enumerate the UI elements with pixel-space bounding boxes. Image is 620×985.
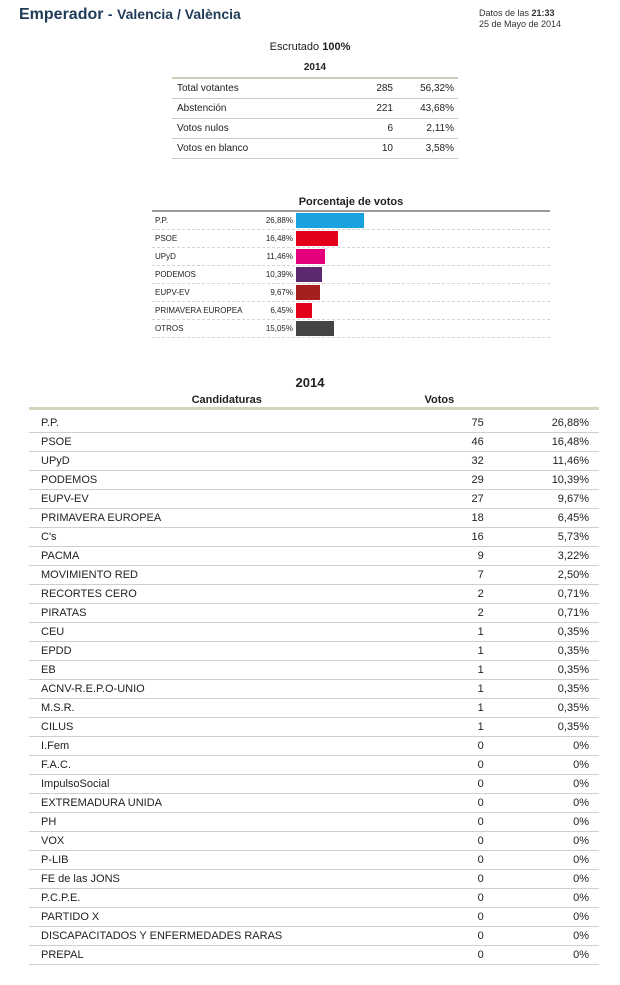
bar-category-label: PODEMOS [155, 270, 196, 279]
summary-count: 285 [353, 78, 399, 99]
table-row [29, 718, 599, 737]
party-pct: 26,88% [500, 409, 599, 433]
party-votes: 18 [425, 509, 500, 528]
party-pct: 0% [500, 813, 599, 832]
party-name: PIRATAS [29, 604, 425, 623]
bar-value-label: 11,46% [266, 252, 293, 261]
party-votes: 1 [425, 680, 500, 699]
table-row [29, 509, 599, 528]
bar-value-label: 9,67% [270, 288, 293, 297]
party-pct: 11,46% [500, 452, 599, 471]
party-name: PREPAL [29, 946, 425, 965]
party-name: PACMA [29, 547, 425, 566]
summary-pct: 2,11% [399, 119, 458, 139]
results-year: 2014 [295, 375, 325, 390]
bar-category-label: P.P. [155, 216, 169, 225]
party-votes: 2 [425, 604, 500, 623]
summary-pct: 56,32% [399, 78, 458, 99]
party-pct: 0,35% [500, 661, 599, 680]
party-name: CILUS [29, 718, 425, 737]
party-pct: 0% [500, 775, 599, 794]
bar-value-label: 15,05% [265, 324, 293, 333]
party-votes: 1 [425, 699, 500, 718]
table-row [29, 409, 599, 433]
data-prefix: Datos de las [479, 8, 530, 18]
party-votes: 0 [425, 889, 500, 908]
table-row [29, 699, 599, 718]
party-name: EB [29, 661, 425, 680]
chart-title: Porcentaje de votos [152, 196, 550, 212]
party-pct: 10,39% [500, 471, 599, 490]
table-row [29, 889, 599, 908]
summary-count: 221 [353, 99, 399, 119]
party-pct: 2,50% [500, 566, 599, 585]
party-votes: 29 [425, 471, 500, 490]
party-pct: 0% [500, 889, 599, 908]
party-votes: 0 [425, 946, 500, 965]
party-votes: 0 [425, 908, 500, 927]
party-votes: 7 [425, 566, 500, 585]
table-row [29, 490, 599, 509]
bar-category-label: OTROS [155, 324, 184, 333]
party-pct: 0,35% [500, 699, 599, 718]
data-timestamp [479, 8, 561, 30]
bar-value-label: 26,88% [265, 216, 293, 225]
escrutado-label: Escrutado [269, 41, 320, 53]
party-votes: 0 [425, 775, 500, 794]
summary-count: 10 [353, 139, 399, 159]
party-name: RECORTES CERO [29, 585, 425, 604]
party-name: PRIMAVERA EUROPEA [29, 509, 425, 528]
party-name: F.A.C. [29, 756, 425, 775]
table-row [29, 680, 599, 699]
summary-pct: 43,68% [399, 99, 458, 119]
summary-year: 2014 [172, 62, 458, 78]
table-row [29, 585, 599, 604]
party-name: PARTIDO X [29, 908, 425, 927]
party-pct: 0% [500, 851, 599, 870]
party-pct: 0% [500, 908, 599, 927]
party-name: EPDD [29, 642, 425, 661]
bar [296, 231, 338, 246]
party-name: EUPV-EV [29, 490, 425, 509]
province-name: Valencia / València [117, 6, 241, 22]
bar-category-label: UPyD [155, 252, 176, 261]
party-votes: 0 [425, 832, 500, 851]
party-votes: 75 [425, 409, 500, 433]
table-row [29, 851, 599, 870]
party-votes: 27 [425, 490, 500, 509]
summary-pct: 3,58% [399, 139, 458, 159]
summary-row [172, 78, 458, 99]
party-pct: 3,22% [500, 547, 599, 566]
party-votes: 0 [425, 927, 500, 946]
party-votes: 0 [425, 756, 500, 775]
table-row [29, 528, 599, 547]
bar [296, 285, 320, 300]
party-votes: 1 [425, 623, 500, 642]
party-pct: 16,48% [500, 433, 599, 452]
table-row [29, 870, 599, 889]
chart-row [152, 248, 550, 266]
table-row [29, 832, 599, 851]
chart-row [152, 230, 550, 248]
party-name: PSOE [29, 433, 425, 452]
bar-category-label: PRIMAVERA EUROPEA [155, 306, 243, 315]
title-separator: - [107, 6, 113, 22]
summary-count: 6 [353, 119, 399, 139]
table-row [29, 661, 599, 680]
chart-row [152, 212, 550, 230]
escrutado-status [0, 41, 620, 53]
table-row [29, 908, 599, 927]
bar-category-label: EUPV-EV [155, 288, 190, 297]
chart-row [152, 320, 550, 338]
party-name: P-LIB [29, 851, 425, 870]
summary-label: Votos en blanco [172, 139, 353, 159]
party-name: PH [29, 813, 425, 832]
chart-row [152, 302, 550, 320]
summary-label: Votos nulos [172, 119, 353, 139]
table-row [29, 623, 599, 642]
party-votes: 2 [425, 585, 500, 604]
table-row [29, 547, 599, 566]
party-votes: 0 [425, 851, 500, 870]
bar-value-label: 10,39% [265, 270, 293, 279]
table-row [29, 946, 599, 965]
party-votes: 0 [425, 737, 500, 756]
party-pct: 0% [500, 832, 599, 851]
party-name: DISCAPACITADOS Y ENFERMEDADES RARAS [29, 927, 425, 946]
party-name: FE de las JONS [29, 870, 425, 889]
party-votes: 32 [425, 452, 500, 471]
summary-label: Abstención [172, 99, 353, 119]
party-votes: 1 [425, 661, 500, 680]
party-pct: 0,35% [500, 642, 599, 661]
table-row [29, 756, 599, 775]
party-pct: 5,73% [500, 528, 599, 547]
table-row [29, 813, 599, 832]
table-row [29, 433, 599, 452]
party-pct: 6,45% [500, 509, 599, 528]
party-name: UPyD [29, 452, 425, 471]
party-name: CEU [29, 623, 425, 642]
summary-row [172, 139, 458, 159]
municipality-name: Emperador [19, 6, 104, 23]
table-row [29, 775, 599, 794]
party-votes: 0 [425, 794, 500, 813]
party-name: PODEMOS [29, 471, 425, 490]
party-pct: 0% [500, 756, 599, 775]
bar-category-label: PSOE [155, 234, 178, 243]
data-date: 25 de Mayo de 2014 [479, 19, 562, 29]
table-row [29, 604, 599, 623]
party-name: C's [29, 528, 425, 547]
party-pct: 0,35% [500, 623, 599, 642]
col-candidaturas: Candidaturas [29, 392, 425, 409]
bar [296, 249, 325, 264]
data-time: 21:33 [531, 8, 555, 18]
party-pct: 9,67% [500, 490, 599, 509]
bar [296, 321, 334, 336]
table-row [29, 566, 599, 585]
vote-percentage-chart [152, 196, 550, 338]
table-row [29, 452, 599, 471]
bar [296, 267, 322, 282]
party-name: P.C.P.E. [29, 889, 425, 908]
party-name: P.P. [29, 409, 425, 433]
party-votes: 46 [425, 433, 500, 452]
chart-row [152, 266, 550, 284]
table-row [29, 927, 599, 946]
party-pct: 0% [500, 946, 599, 965]
table-row [29, 737, 599, 756]
party-name: ImpulsoSocial [29, 775, 425, 794]
party-votes: 1 [425, 718, 500, 737]
party-votes: 0 [425, 813, 500, 832]
party-name: EXTREMADURA UNIDA [29, 794, 425, 813]
party-name: I.Fem [29, 737, 425, 756]
bar-value-label: 6,45% [270, 306, 293, 315]
table-row [29, 471, 599, 490]
chart-row [152, 284, 550, 302]
party-pct: 0% [500, 794, 599, 813]
party-pct: 0,71% [500, 604, 599, 623]
escrutado-value: 100% [322, 41, 351, 53]
col-votos: Votos [425, 392, 500, 409]
party-pct: 0,71% [500, 585, 599, 604]
page-header [19, 6, 241, 24]
party-votes: 16 [425, 528, 500, 547]
party-votes: 0 [425, 870, 500, 889]
party-pct: 0% [500, 870, 599, 889]
bar [296, 213, 364, 228]
table-row [29, 794, 599, 813]
party-votes: 1 [425, 642, 500, 661]
party-name: ACNV-R.E.P.O-UNIO [29, 680, 425, 699]
party-name: VOX [29, 832, 425, 851]
party-pct: 0,35% [500, 718, 599, 737]
party-pct: 0,35% [500, 680, 599, 699]
bar-value-label: 16,48% [265, 234, 293, 243]
summary-row [172, 119, 458, 139]
party-pct: 0% [500, 927, 599, 946]
summary-label: Total votantes [172, 78, 353, 99]
summary-row [172, 99, 458, 119]
table-row [29, 642, 599, 661]
summary-table [172, 62, 458, 159]
municipality-title [19, 6, 241, 23]
party-pct: 0% [500, 737, 599, 756]
party-name: MOVIMIENTO RED [29, 566, 425, 585]
party-name: M.S.R. [29, 699, 425, 718]
party-votes: 9 [425, 547, 500, 566]
results-table [29, 392, 599, 965]
bar [296, 303, 312, 318]
col-pct-header [500, 392, 599, 409]
